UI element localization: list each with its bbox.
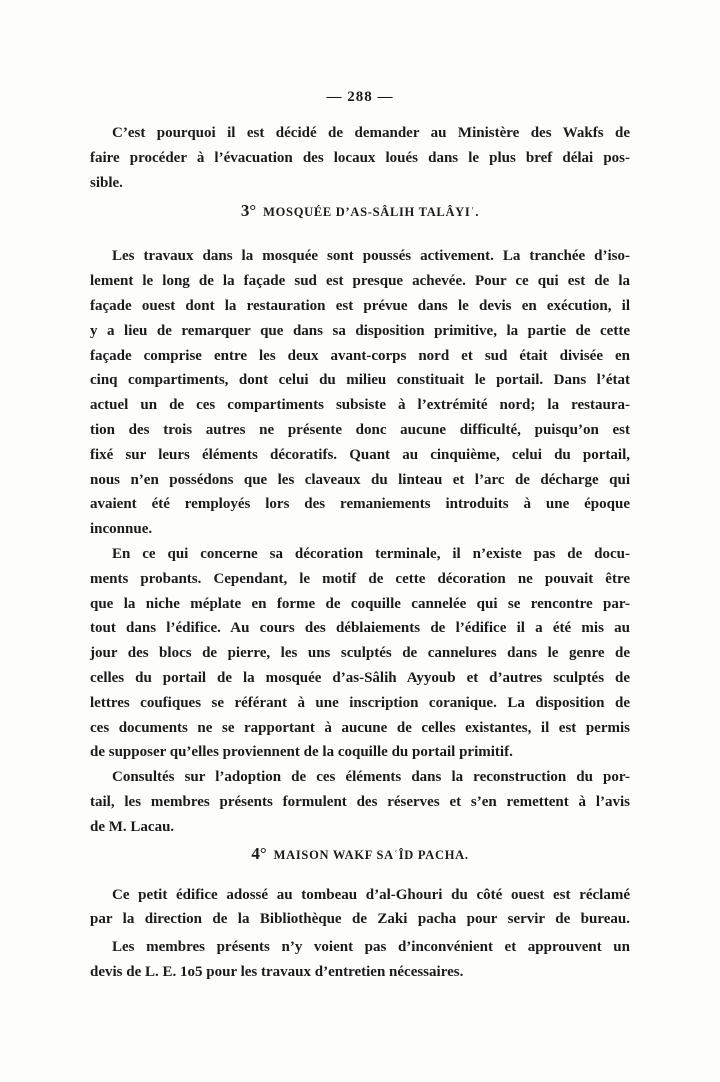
section-heading-4 — [90, 844, 630, 865]
text-line: tail, les membres présents formulent des réserves et s’en remettent à l’avis — [90, 793, 630, 810]
text-line: tout dans l’édifice. Au cours des déblaiements de l’édifice il a été mis au — [90, 620, 630, 637]
section-title: MOSQUÉE D’AS-SÂLIH TALÂYIʿ. — [263, 205, 480, 220]
text-line: nous n’en possédons que les claveaux du linteau et l’arc de décharge qui — [90, 471, 630, 488]
text-line: tion des trois autres ne présente donc aucune difficulté, puisqu’on est — [90, 421, 630, 438]
paragraph-consultes — [90, 765, 630, 839]
paragraph-intro — [90, 121, 630, 195]
text-line: lettres coufiques se référant à une inscription coranique. La disposition de — [90, 694, 630, 711]
text-line: que la niche méplate en forme de coquille cannelée qui se rencontre par- — [90, 595, 630, 612]
text-line: cinq compartiments, dont celui du milieu constituait le portail. Dans l’état — [90, 372, 630, 389]
text-line: ments probants. Cependant, le motif de cette décoration ne pouvait être — [90, 570, 630, 587]
text-line: lement le long de la façade sud est presque achevée. Pour ce qui est de la — [90, 273, 630, 290]
text-line: celles du portail de la mosquée d’as-Sâlih Ayyoub et d’autres sculptés de — [90, 669, 630, 686]
text-line: de supposer qu’elles proviennent de la coquille du portail primitif. — [90, 744, 513, 761]
paragraph-devis — [90, 935, 630, 985]
text-line: y a lieu de remarquer que dans sa disposition primitive, la partie de cette — [90, 322, 630, 339]
section-number: 4° — [251, 843, 267, 863]
text-line: par la direction de la Bibliothèque de Zaki pacha pour servir de bureau. — [90, 911, 630, 928]
paragraph-decoration — [90, 542, 630, 765]
text-line: fixé sur leurs éléments décoratifs. Quant au cinquième, celui du portail, — [90, 446, 630, 463]
text-line: Consultés sur l’adoption de ces éléments dans la reconstruction du por- — [112, 769, 630, 786]
text-line: faire procéder à l’évacuation des locaux loués dans le plus bref délai pos- — [90, 149, 630, 166]
text-line: Les travaux dans la mosquée sont poussés activement. La tranchée d’iso- — [112, 248, 630, 265]
paragraph-edifice — [90, 883, 630, 933]
text-line: Les membres présents n’y voient pas d’inconvénient et approuvent un — [112, 939, 630, 956]
text-line: actuel un de ces compartiments subsiste à l’extrémité nord; la restaura- — [90, 397, 630, 414]
text-line: de M. Lacau. — [90, 818, 175, 835]
text-line: devis de L. E. 1o5 pour les travaux d’entretien nécessaires. — [90, 963, 464, 980]
section-number: 3° — [240, 201, 257, 221]
text-line: sible. — [90, 174, 123, 191]
text-line: façade comprise entre les deux avant-corps nord et sud était divisée en — [90, 347, 630, 364]
text-line: avaient été remployés lors des remaniements introduits à une époque — [90, 496, 630, 513]
section-title: MAISON WAKF SAʿÎD PACHA. — [273, 847, 469, 862]
paragraph-travaux — [90, 244, 630, 542]
text-line: façade ouest dont la restauration est prévue dans le devis en exécution, il — [90, 297, 630, 314]
text-line: ces documents ne se rapportant à aucune de celles existantes, il est permis — [90, 719, 630, 736]
section-heading-3 — [90, 201, 630, 222]
text-line: jour des blocs de pierre, les uns sculptés de cannelures dans le genre de — [90, 645, 630, 662]
text-line: Ce petit édifice adossé au tombeau d’al-Ghouri du côté ouest est réclamé — [112, 886, 630, 903]
text-line: En ce qui concerne sa décoration terminale, il n’existe pas de docu- — [112, 545, 630, 562]
text-line: inconnue. — [90, 521, 153, 538]
page-number: — 288 — — [326, 89, 394, 105]
text-line: C’est pourquoi il est décidé de demander au Ministère des Wakfs de — [112, 125, 630, 141]
